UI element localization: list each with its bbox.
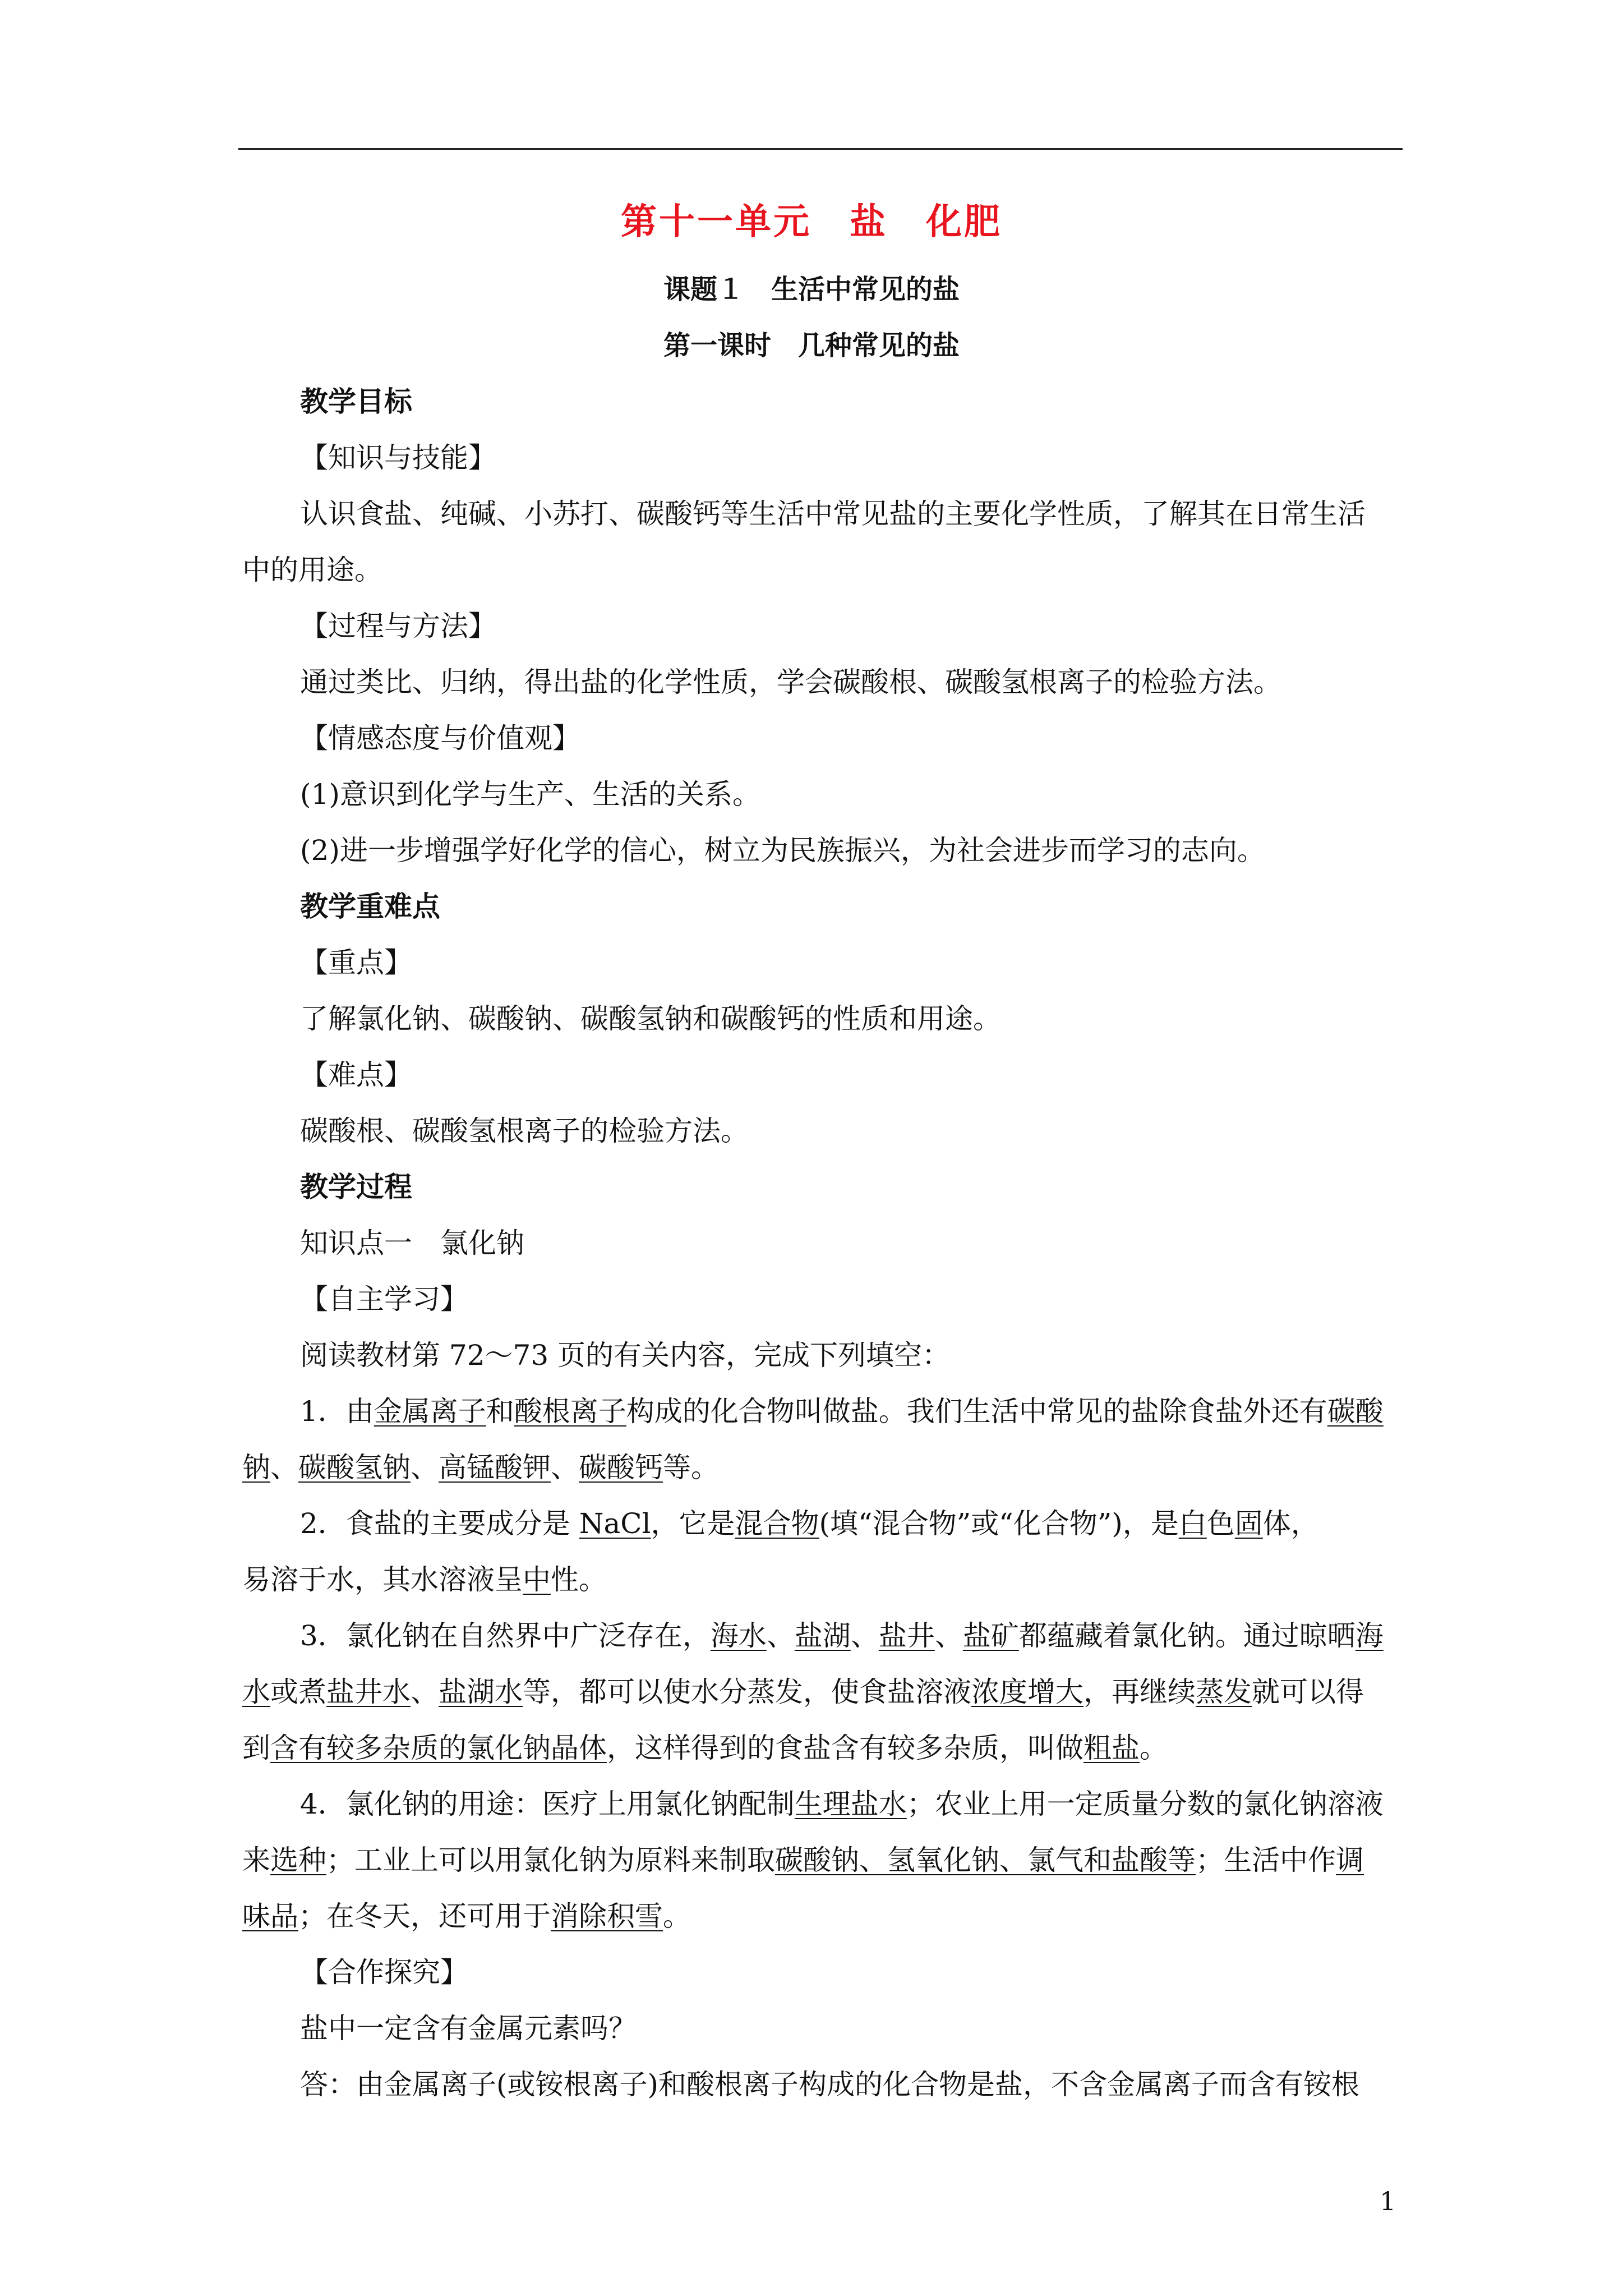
label-key-point: 【重点】 (300, 946, 412, 979)
section-heading-process: 教学过程 (300, 1170, 412, 1203)
answer-blank: 高锰酸钾 (439, 1451, 551, 1484)
knowledge-point-1: 知识点一 氯化钠 (300, 1227, 524, 1259)
answer-blank: NaCl (579, 1507, 651, 1540)
section-heading-key-points: 教学重难点 (300, 890, 440, 923)
answer-blank: 水 (242, 1676, 270, 1708)
answer-blank: 浓度增大 (971, 1676, 1083, 1708)
question-1-line-2: 钠、碳酸氢钠、高锰酸钾、碳酸钙等。 (242, 1451, 719, 1484)
label-process-methods: 【过程与方法】 (300, 610, 496, 642)
answer-blank: 盐湖 (794, 1619, 851, 1652)
answer-blank: 选种 (270, 1844, 326, 1876)
question-3-line-1: 3．氯化钠在自然界中广泛存在，海水、盐湖、盐井、盐矿都蕴藏着氯化钠。通过晾晒海 (300, 1619, 1384, 1652)
answer-blank: 盐井 (878, 1619, 935, 1652)
answer-blank: 调 (1336, 1844, 1364, 1876)
header-rule (238, 148, 1403, 150)
answer-blank: 盐湖水 (439, 1676, 523, 1708)
answer-blank: 碳酸钙 (579, 1451, 663, 1484)
inquiry-answer: 答：由金属离子(或铵根离子)和酸根离子构成的化合物是盐，不含金属离子而含有铵根 (300, 2068, 1360, 2101)
answer-blank: 中 (523, 1563, 551, 1596)
label-difficult-point: 【难点】 (300, 1059, 412, 1091)
answer-blank: 味品 (242, 1900, 298, 1932)
answer-blank: 含有较多杂质的氯化钠晶体 (270, 1732, 607, 1764)
answer-blank: 金属离子 (374, 1395, 486, 1428)
unit-title: 第十一单元 盐 化肥 (621, 201, 1002, 243)
answer-blank: 蒸发 (1196, 1676, 1252, 1708)
answer-blank: 钠 (242, 1451, 270, 1484)
answer-blank: 碳酸 (1327, 1395, 1384, 1428)
paragraph-emotion-2: (2)进一步增强学好化学的信心，树立为民族振兴，为社会进步而学习的志向。 (300, 834, 1265, 867)
paragraph-knowledge-1: 认识食盐、纯碱、小苏打、碳酸钙等生活中常见盐的主要化学性质，了解其在日常生活 (300, 498, 1366, 530)
question-4-line-1: 4．氯化钠的用途：医疗上用氯化钠配制生理盐水；农业上用一定质量分数的氯化钠溶液 (300, 1788, 1384, 1820)
question-4-line-2: 来选种；工业上可以用氯化钠为原料来制取碳酸钠、氢氧化钠、氯气和盐酸等；生活中作调 (242, 1844, 1364, 1876)
answer-blank: 海 (1355, 1619, 1384, 1652)
inquiry-question: 盐中一定含有金属元素吗？ (300, 2012, 637, 2045)
section-heading-goals: 教学目标 (300, 385, 412, 418)
paragraph-key-point: 了解氯化钠、碳酸钠、碳酸氢钠和碳酸钙的性质和用途。 (300, 1002, 1001, 1035)
question-4-line-3: 味品；在冬天，还可用于消除积雪。 (242, 1900, 691, 1932)
question-2-line-1: 2．食盐的主要成分是 NaCl，它是混合物(填“混合物”或“化合物”)，是白色固体， (300, 1507, 1319, 1540)
lesson-title: 课题１ 生活中常见的盐 (663, 274, 960, 305)
question-1-line-1: 1．由金属离子和酸根离子构成的化合物叫做盐。我们生活中常见的盐除食盐外还有碳酸 (300, 1395, 1384, 1428)
answer-blank: 酸根离子 (514, 1395, 626, 1428)
page-number: 1 (1380, 2186, 1396, 2216)
answer-blank: 海水 (710, 1619, 767, 1652)
answer-blank: 白 (1178, 1507, 1207, 1540)
answer-blank: 盐矿 (962, 1619, 1019, 1652)
answer-blank: 固 (1234, 1507, 1263, 1540)
answer-blank: 混合物 (735, 1507, 819, 1540)
answer-blank: 碳酸钠、氢氧化钠、氯气和盐酸等 (775, 1844, 1196, 1876)
paragraph-knowledge-2: 中的用途。 (242, 554, 382, 586)
answer-blank: 盐井水 (326, 1676, 411, 1708)
paragraph-difficult-point: 碳酸根、碳酸氢根离子的检验方法。 (300, 1115, 749, 1147)
answer-blank: 粗盐 (1083, 1732, 1140, 1764)
label-emotion-values: 【情感态度与价值观】 (300, 722, 580, 754)
question-3-line-3: 到含有较多杂质的氯化钠晶体，这样得到的食盐含有较多杂质，叫做粗盐。 (242, 1732, 1168, 1764)
paragraph-process: 通过类比、归纳，得出盐的化学性质，学会碳酸根、碳酸氢根离子的检验方法。 (300, 666, 1281, 698)
answer-blank: 消除积雪 (551, 1900, 663, 1932)
paragraph-emotion-1: (1)意识到化学与生产、生活的关系。 (300, 778, 760, 811)
label-cooperative-inquiry: 【合作探究】 (300, 1956, 468, 1989)
label-self-study: 【自主学习】 (300, 1283, 468, 1315)
reading-instruction: 阅读教材第 72～73 页的有关内容，完成下列填空： (300, 1339, 951, 1372)
answer-blank: 碳酸氢钠 (298, 1451, 411, 1484)
period-title: 第一课时 几种常见的盐 (663, 330, 960, 361)
question-3-line-2: 水或煮盐井水、盐湖水等，都可以使水分蒸发，使食盐溶液浓度增大，再继续蒸发就可以得 (242, 1676, 1364, 1708)
answer-blank: 生理盐水 (794, 1788, 907, 1820)
question-2-line-2: 易溶于水，其水溶液呈中性。 (242, 1563, 607, 1596)
label-knowledge-skills: 【知识与技能】 (300, 441, 496, 474)
